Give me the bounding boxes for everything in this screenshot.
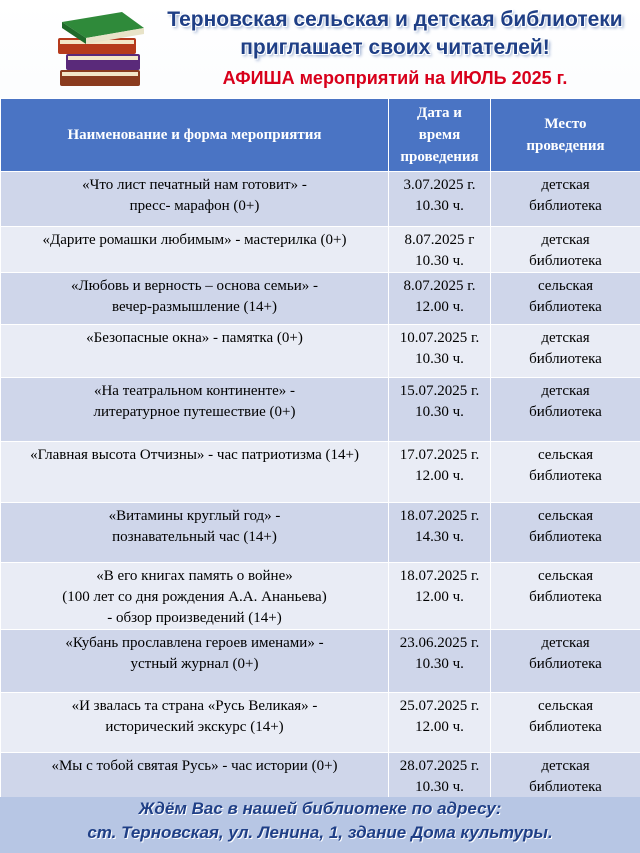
page-title: Терновская сельская и детская библиотеки [167, 8, 623, 31]
table-body [1, 172, 640, 800]
event-place-cell [491, 227, 640, 273]
event-name-cell [1, 325, 389, 378]
event-name-cell [1, 442, 389, 503]
event-date-cell [389, 753, 491, 800]
event-date-cell-line: 12.00 ч. [415, 299, 464, 315]
event-date-cell-line: 28.07.2025 г. [399, 758, 480, 774]
event-name-cell-line: исторический экскурс (14+) [105, 719, 284, 735]
event-name-cell-line: «Любовь и верность – основа семьи» - [70, 278, 319, 294]
event-name-cell-line: пресс- марафон (0+) [129, 198, 260, 214]
table-row [1, 227, 640, 273]
event-place-cell-line: детская [541, 177, 590, 193]
event-place-cell-line: библиотека [529, 656, 602, 672]
table-row [1, 630, 640, 693]
event-date-cell-line: 10.30 ч. [415, 351, 464, 367]
event-place-cell [491, 325, 640, 378]
event-place-cell [491, 442, 640, 503]
event-date-cell-line: 12.00 ч. [415, 468, 464, 484]
event-date-cell [389, 378, 491, 442]
event-place-cell-line: детская [541, 330, 590, 346]
event-place-cell-line: сельская [537, 698, 594, 714]
event-date-cell-line: 3.07.2025 г. [403, 177, 476, 193]
event-date-cell-line: 12.00 ч. [415, 589, 464, 605]
event-name-cell-line: (100 лет со дня рождения А.А. Ананьева) [62, 589, 327, 605]
table-row [1, 563, 640, 630]
event-name-cell-line: «На театральном континенте» - [93, 383, 296, 399]
table-row [1, 503, 640, 563]
event-place-cell-line: библиотека [529, 253, 602, 269]
event-date-cell-line: 8.07.2025 г. [403, 278, 476, 294]
table-row [1, 172, 640, 227]
event-place-cell [491, 753, 640, 800]
event-name-cell [1, 563, 389, 630]
column-header-date-label: Дата и время проведения [400, 105, 479, 165]
footer-banner [0, 797, 640, 853]
books-stack-icon [52, 8, 152, 96]
footer-line1: Ждём Вас в нашей библиотеке по адресу: [138, 799, 502, 818]
event-name-cell [1, 172, 389, 227]
event-name-cell-line: «Безопасные окна» - памятка (0+) [86, 330, 303, 346]
event-date-cell [389, 273, 491, 325]
event-date-cell-line: 10.30 ч. [415, 253, 464, 269]
event-date-cell [389, 693, 491, 753]
column-header-place [491, 99, 640, 172]
event-place-cell-line: библиотека [529, 779, 602, 795]
event-place-cell-line: библиотека [529, 529, 602, 545]
event-date-cell-line: 8.07.2025 г [404, 232, 475, 248]
event-name-cell-line: «Главная высота Отчизны» - час патриотизма (14+) [30, 447, 359, 463]
event-date-cell-line: 14.30 ч. [415, 529, 464, 545]
event-place-cell-line: детская [541, 635, 590, 651]
event-name-cell-line: - обзор произведений (14+) [107, 610, 282, 626]
table-row [1, 442, 640, 503]
table-row [1, 273, 640, 325]
event-name-cell-line: «И звалась та страна «Русь Великая» - [71, 698, 318, 714]
event-date-cell [389, 442, 491, 503]
event-place-cell-line: сельская [537, 447, 594, 463]
column-header-name: Наименование и форма мероприятия [1, 99, 389, 172]
event-place-cell-line: детская [541, 758, 590, 774]
event-date-cell-line: 12.00 ч. [415, 719, 464, 735]
event-date-cell-line: 18.07.2025 г. [399, 508, 480, 524]
event-place-cell [491, 563, 640, 630]
column-header-date [389, 99, 491, 172]
event-place-cell [491, 172, 640, 227]
event-name-cell [1, 630, 389, 693]
event-place-cell-line: библиотека [529, 299, 602, 315]
event-place-cell [491, 630, 640, 693]
event-date-cell-line: 15.07.2025 г. [399, 383, 480, 399]
event-name-cell-line: «Что лист печатный нам готовит» - [82, 177, 307, 193]
table-row [1, 693, 640, 753]
page-title-line2: приглашает своих читателей! [240, 36, 550, 59]
event-date-cell-line: 10.30 ч. [415, 198, 464, 214]
event-place-cell [491, 378, 640, 442]
event-date-cell-line: 10.30 ч. [415, 779, 464, 795]
event-date-cell [389, 172, 491, 227]
event-place-cell [491, 503, 640, 563]
event-place-cell [491, 693, 640, 753]
event-date-cell [389, 325, 491, 378]
footer-address: ст. Терновская, ул. Ленина, 1, здание Дома культуры. [87, 823, 553, 842]
event-date-cell [389, 227, 491, 273]
event-place-cell-line: сельская [537, 508, 594, 524]
event-name-cell [1, 227, 389, 273]
event-place-cell-line: детская [541, 383, 590, 399]
event-date-cell-line: 10.07.2025 г. [399, 330, 480, 346]
event-name-cell-line: литературное путешествие (0+) [93, 404, 296, 420]
events-table [0, 98, 640, 800]
event-name-cell-line: «Кубань прославлена героев именами» - [65, 635, 324, 651]
event-place-cell-line: библиотека [529, 719, 602, 735]
event-date-cell [389, 503, 491, 563]
event-place-cell-line: библиотека [529, 404, 602, 420]
event-name-cell-line: «Витамины круглый год» - [108, 508, 281, 524]
event-date-cell [389, 630, 491, 693]
event-name-cell [1, 753, 389, 800]
event-place-cell-line: библиотека [529, 468, 602, 484]
page-subtitle: АФИША мероприятий на ИЮЛЬ 2025 г. [222, 68, 568, 88]
event-date-cell-line: 23.06.2025 г. [399, 635, 480, 651]
event-name-cell-line: познавательный час (14+) [112, 529, 277, 545]
event-name-cell-line: вечер-размышление (14+) [111, 299, 278, 315]
event-name-cell-line: «В его книгах память о войне» [96, 568, 293, 584]
event-name-cell [1, 503, 389, 563]
event-name-cell [1, 378, 389, 442]
event-name-cell-line: «Дарите ромашки любимым» - мастерилка (0+) [42, 232, 347, 248]
event-name-cell [1, 693, 389, 753]
event-place-cell [491, 273, 640, 325]
table-row [1, 753, 640, 800]
event-date-cell-line: 10.30 ч. [415, 656, 464, 672]
event-name-cell [1, 273, 389, 325]
event-place-cell-line: сельская [537, 568, 594, 584]
event-date-cell [389, 563, 491, 630]
event-date-cell-line: 25.07.2025 г. [399, 698, 480, 714]
event-date-cell-line: 18.07.2025 г. [399, 568, 480, 584]
table-header-row [1, 99, 640, 172]
table-row [1, 378, 640, 442]
event-name-cell-line: «Мы с тобой святая Русь» - час истории (0+) [51, 758, 338, 774]
table-row [1, 325, 640, 378]
event-date-cell-line: 17.07.2025 г. [399, 447, 480, 463]
column-header-place-label: Место проведения [526, 116, 605, 154]
event-date-cell-line: 10.30 ч. [415, 404, 464, 420]
event-place-cell-line: библиотека [529, 351, 602, 367]
event-place-cell-line: детская [541, 232, 590, 248]
page-header [0, 0, 640, 98]
event-place-cell-line: библиотека [529, 198, 602, 214]
event-place-cell-line: сельская [537, 278, 594, 294]
event-place-cell-line: библиотека [529, 589, 602, 605]
event-name-cell-line: устный журнал (0+) [130, 656, 259, 672]
